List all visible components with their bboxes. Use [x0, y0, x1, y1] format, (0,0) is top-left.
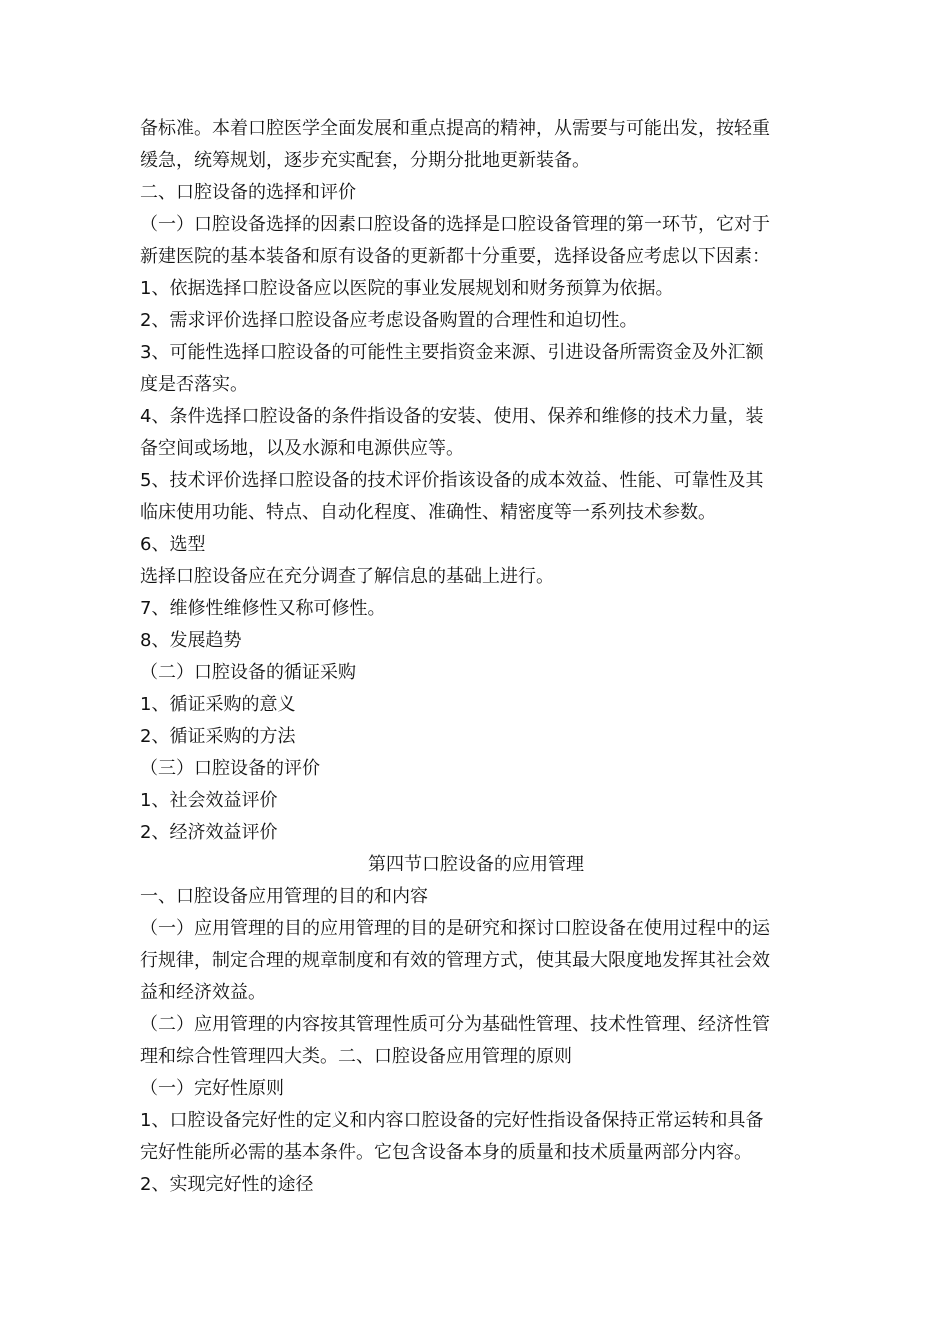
list-item: 1、社会效益评价	[140, 790, 278, 811]
list-item: 2、经济效益评价	[140, 822, 278, 843]
heading: （三）口腔设备的评价	[140, 758, 320, 779]
paragraph-line: 备标准。本着口腔医学全面发展和重点提高的精神，从需要与可能出发，按轻重	[140, 118, 770, 139]
list-item: 6、选型	[140, 534, 206, 555]
paragraph-line: 完好性能所必需的基本条件。它包含设备本身的质量和技术质量两部分内容。	[140, 1142, 752, 1163]
heading: 一、口腔设备应用管理的目的和内容	[140, 886, 428, 907]
document-body	[140, 113, 812, 1201]
paragraph-line: 选择口腔设备应在充分调查了解信息的基础上进行。	[140, 566, 554, 587]
paragraph-line: 临床使用功能、特点、自动化程度、准确性、精密度等一系列技术参数。	[140, 502, 716, 523]
paragraph-line: 备空间或场地，以及水源和电源供应等。	[140, 438, 464, 459]
list-item: 8、发展趋势	[140, 630, 242, 651]
list-item: 4、条件选择口腔设备的条件指设备的安装、使用、保养和维修的技术力量，装	[140, 406, 764, 427]
list-item: 1、循证采购的意义	[140, 694, 296, 715]
list-item: 7、维修性维修性又称可修性。	[140, 598, 386, 619]
section-title: 第四节口腔设备的应用管理	[368, 854, 584, 875]
paragraph-line: 新建医院的基本装备和原有设备的更新都十分重要，选择设备应考虑以下因素：	[140, 246, 770, 267]
heading: （一）完好性原则	[140, 1078, 284, 1099]
paragraph-line: 缓急，统筹规划，逐步充实配套，分期分批地更新装备。	[140, 150, 590, 171]
paragraph-line: （二）应用管理的内容按其管理性质可分为基础性管理、技术性管理、经济性管	[140, 1014, 770, 1035]
list-item: 3、可能性选择口腔设备的可能性主要指资金来源、引进设备所需资金及外汇额	[140, 342, 764, 363]
list-item: 5、技术评价选择口腔设备的技术评价指该设备的成本效益、性能、可靠性及其	[140, 470, 764, 491]
paragraph-line: 益和经济效益。	[140, 982, 266, 1003]
list-item: 2、需求评价选择口腔设备应考虑设备购置的合理性和迫切性。	[140, 310, 638, 331]
list-item: 2、实现完好性的途径	[140, 1174, 314, 1195]
paragraph-line: （一）口腔设备选择的因素口腔设备的选择是口腔设备管理的第一环节，它对于	[140, 214, 770, 235]
heading: 二、口腔设备的选择和评价	[140, 182, 356, 203]
list-item: 1、口腔设备完好性的定义和内容口腔设备的完好性指设备保持正常运转和具备	[140, 1110, 764, 1131]
paragraph-line: 行规律，制定合理的规章制度和有效的管理方式，使其最大限度地发挥其社会效	[140, 950, 770, 971]
paragraph-line: 理和综合性管理四大类。二、口腔设备应用管理的原则	[140, 1046, 572, 1067]
list-item: 1、依据选择口腔设备应以医院的事业发展规划和财务预算为依据。	[140, 278, 674, 299]
paragraph-line: （一）应用管理的目的应用管理的目的是研究和探讨口腔设备在使用过程中的运	[140, 918, 770, 939]
list-item: 2、循证采购的方法	[140, 726, 296, 747]
heading: （二）口腔设备的循证采购	[140, 662, 356, 683]
paragraph-line: 度是否落实。	[140, 374, 248, 395]
